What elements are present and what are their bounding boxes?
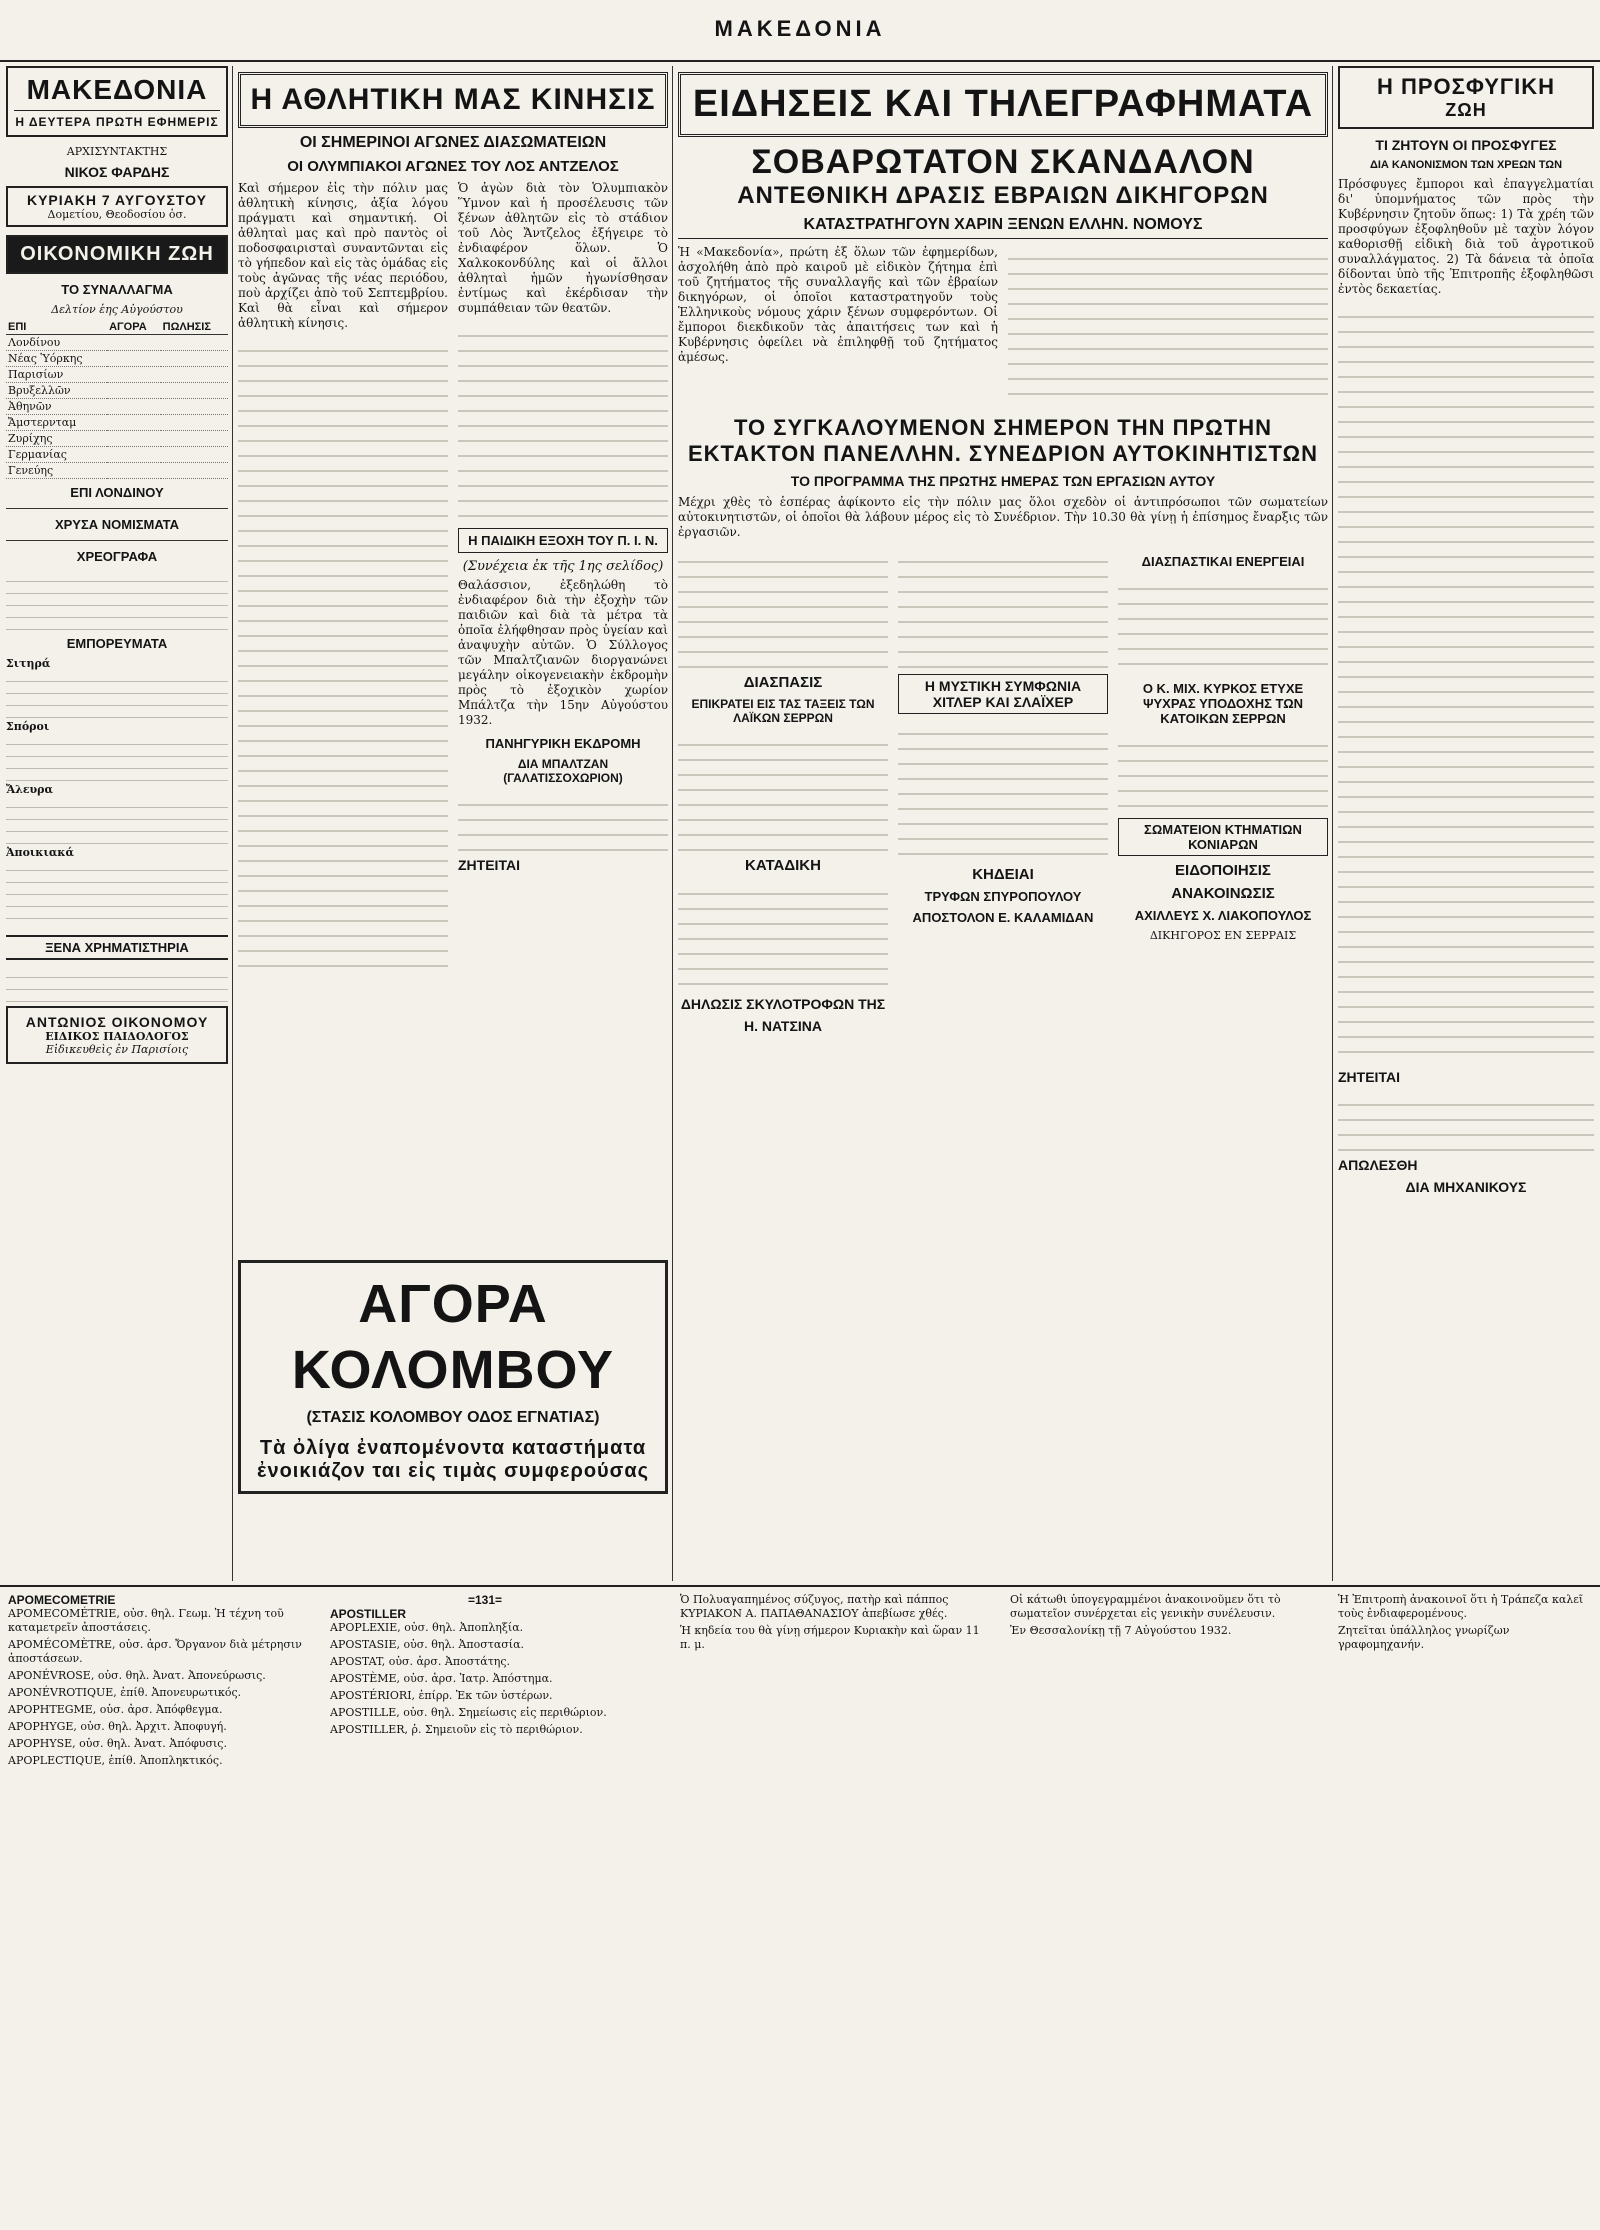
refugee-section	[1338, 66, 1594, 1581]
table-cell	[161, 431, 228, 447]
dict-entry: Ζητεῖται ὑπάλληλος γνωρίζων γραφομηχανήν.	[1338, 1624, 1510, 1651]
refugee-h2: ΖΗΤΕΙΤΑΙ	[1338, 1069, 1400, 1085]
table-row	[6, 431, 228, 447]
news-h5: ΤΟ ΠΡΟΓΡΑΜΜΑ ΤΗΣ ΠΡΩΤΗΣ ΗΜΕΡΑΣ ΤΩΝ ΕΡΓΑΣΙΩΝ ΑΥΤΟΥ	[790, 473, 1216, 489]
table-cell	[161, 415, 228, 431]
table-row	[6, 399, 228, 415]
table-row	[6, 415, 228, 431]
news-column	[898, 720, 1108, 860]
table-cell	[107, 447, 161, 463]
trade-item: Σιτηρά	[6, 657, 51, 670]
table-row	[6, 463, 228, 479]
ad-person: ΑΝΤΩΝΙΟΣ ΟΙΚΟΝΟΜΟΥ	[25, 1014, 209, 1030]
dict-entry: Ἡ Ἐπιτροπὴ ἀνακοινοῖ ὅτι ἡ Τράπεζα καλεῖ τοὺς ἐνδιαφερομένους.	[1338, 1593, 1584, 1620]
dict-entry: APOSTAT, οὐσ. ἀρσ. Ἀποστάτης.	[330, 1655, 511, 1668]
sports-wanted: ΖΗΤΕΙΤΑΙ	[458, 857, 520, 873]
sports-sub3: Η ΠΑΙΔΙΚΗ ΕΞΟΧΗ ΤΟΥ Π. Ι. Ν.	[458, 528, 668, 553]
news-body-cont	[1008, 245, 1328, 405]
table-cell	[161, 399, 228, 415]
table-cell	[107, 335, 161, 351]
date: ΚΥΡΙΑΚΗ 7 ΑΥΓΟΥΣΤΟΥ	[26, 192, 208, 208]
refugee-h1: ΤΙ ΖΗΤΟΥΝ ΟΙ ΠΡΟΣΦΥΓΕΣ	[1375, 137, 1557, 153]
refugee-h4: ΔΙΑ ΜΗΧΑΝΙΚΟΥΣ	[1405, 1179, 1527, 1195]
refugee-banner	[1338, 66, 1594, 129]
dict-column	[1338, 1593, 1593, 1655]
logo-box	[6, 66, 228, 137]
doctor-ad	[6, 1006, 228, 1064]
economy-banner	[6, 235, 228, 274]
trade-item: Σπόροι	[6, 720, 50, 733]
stock-title: ΞΕΝΑ ΧΡΗΜΑΤΙΣΤΗΡΙΑ	[6, 935, 228, 960]
table-header: ΠΩΛΗΣΙΣ	[161, 320, 228, 335]
economy-title: ΟΙΚΟΝΟΜΙΚΗ ΖΩΗ	[20, 243, 214, 265]
news-column	[1118, 732, 1328, 812]
news-h3: ΚΑΤΑΣΤΡΑΤΗΓΟΥΝ ΧΑΡΙΝ ΞΕΝΩΝ ΕΛΛΗΝ. ΝΟΜΟΥΣ	[678, 216, 1328, 239]
dict-entry: Ἐν Θεσσαλονίκῃ τῇ 7 Αὐγούστου 1932.	[1010, 1624, 1232, 1637]
dict-entry: APOSTILLER, ῥ. Σημειοῦν εἰς τὸ περιθώριον.	[330, 1723, 583, 1736]
news-h6: ΔΙΑΣΠΑΣΙΣ	[743, 674, 823, 691]
news-h7: ΚΑΤΑΔΙΚΗ	[745, 857, 821, 874]
news-body2: Μέχρι χθὲς τὸ ἑσπέρας ἀφίκοντο εἰς τὴν πόλιν μας ὅλοι σχεδὸν οἱ ἀντιπρόσωποι τῶν σωματείων αὐτοκινητιστῶν, οἱ ὁποῖοι θὰ λάβουν μέρος εἰς τὸ Συνέδριον. Τὴν 10.30 θὰ γίνῃ ἡ ἐπίσημος ἔναρξις τῶν ἐργασιῶν.	[678, 495, 1328, 539]
table-cell	[161, 351, 228, 367]
logo-subtitle: Η ΔΕΥΤΕΡΑ ΠΡΩΤΗ ΕΦΗΜΕΡΙΣ	[14, 110, 220, 129]
sports-body	[458, 322, 668, 522]
table-cell: Ζυρίχης	[6, 431, 107, 447]
table-cell	[107, 415, 161, 431]
news-h8: ΔΗΛΩΣΙΣ ΣΚΥΛΟΤΡΟΦΩΝ ΤΗΣ	[680, 996, 886, 1012]
table-cell	[107, 399, 161, 415]
news-column	[1118, 575, 1328, 675]
news-column	[678, 731, 888, 851]
dict-entry: APOMÉCOMÈTRE, οὐσ. ἀρσ. Ὄργανον διὰ μέτρησιν ἀποστάσεων.	[8, 1638, 302, 1665]
table-cell	[107, 383, 161, 399]
dict-column	[330, 1593, 640, 1740]
kolombou-text: Τὰ ὀλίγα ἐναπομένοντα καταστήματα ἐνοικιάζον ται εἰς τιμὰς συμφερούσας	[256, 1437, 650, 1482]
table-cell: Νέας Ὑόρκης	[6, 351, 107, 367]
ad-sub: Εἰδικευθεὶς ἐν Παρισίοις	[45, 1043, 189, 1056]
table-cell	[107, 351, 161, 367]
exchange-sub: Δελτίον ἑης Αὐγούστου	[51, 303, 183, 316]
news-h14: ΤΡΥΦΩΝ ΣΠΥΡΟΠΟΥΛΟΥ	[924, 889, 1082, 904]
bonds-listing	[6, 570, 228, 630]
dict-entry: APOPHYSE, οὐσ. θηλ. Ἀνατ. Ἀπόφυσις.	[8, 1737, 227, 1750]
table-cell	[161, 463, 228, 479]
news-banner	[678, 72, 1328, 137]
table-cell	[161, 447, 228, 463]
editor-label: ΑΡΧΙΣΥΝΤΑΚΤΗΣ	[66, 145, 168, 158]
editor-name: ΝΙΚΟΣ ΦΑΡΔΗΣ	[64, 164, 170, 180]
trade-item: Ἄλευρα	[6, 783, 53, 796]
gold-title: ΧΡΥΣΑ ΝΟΜΙΣΜΑΤΑ	[54, 517, 180, 532]
refugee-column	[1338, 303, 1594, 1063]
dict-column	[680, 1593, 990, 1655]
kolombou-title: ΑΓΟΡΑ ΚΟΛΟΜΒΟΥ	[291, 1274, 615, 1400]
table-cell	[161, 335, 228, 351]
ad-role: ΕΙΔΙΚΟΣ ΠΑΙΔΟΛΟΓΟΣ	[45, 1030, 189, 1043]
sports-text-c: Θαλάσσιον, ἐξεδηλώθη τὸ ἐνδιαφέρον διὰ τὴν ἐξοχὴν τῶν παιδιῶν καὶ διὰ τὰ μέτρα τὰ ὁποῖα ἐλήφθησαν πρὸς ὑγείαν καὶ ἀναψυχὴν αὐτῶν. Ὁ Σύλλογος τῶν Μπαλτζιανῶν διοργανώνει μεγάλην οἰκογενειακὴν ἐκδρομὴν πρὸς τὸ ἐξοχικὸν χωρίον Μπάλτζα τὴν 15ην Αὐγούστου 1932.	[458, 578, 668, 727]
date-box	[6, 186, 228, 227]
news-h2: ΑΝΤΕΘΝΙΚΗ ΔΡΑΣΙΣ ΕΒΡΑΙΩΝ ΔΙΚΗΓΟΡΩΝ	[737, 182, 1269, 209]
refugee-h3: ΑΠΩΛΕΣΘΗ	[1338, 1157, 1418, 1173]
dict-entry: Οἱ κάτωθι ὑπογεγραμμένοι ἀνακοινοῦμεν ὅτι τὸ σωματεῖον συνέρχεται εἰς γενικὴν συνέλευσιν.	[1010, 1593, 1281, 1620]
news-h9: Η ΜΥΣΤΙΚΗ ΣΥΜΦΩΝΙΑ ΧΙΤΛΕΡ ΚΑΙ ΣΛΑΪΧΕΡ	[898, 674, 1108, 714]
refugee-title: Η ΠΡΟΣΦΥΓΙΚΗ	[1376, 74, 1556, 99]
table-row	[6, 335, 228, 351]
table-row	[6, 367, 228, 383]
dict-entry: APOSTÈME, οὐσ. ἀρσ. Ἰατρ. Ἀπόστημα.	[330, 1672, 553, 1685]
sports-sub4: ΠΑΝΗΓΥΡΙΚΗ ΕΚΔΡΟΜΗ	[485, 736, 641, 751]
sports-body	[458, 791, 668, 851]
masthead	[0, 0, 1600, 62]
news-h12: ΕΙΔΟΠΟΙΗΣΙΣ	[1175, 862, 1271, 879]
trade-title: ΕΜΠΟΡΕΥΜΑΤΑ	[66, 636, 168, 651]
refugee-body: Πρόσφυγες ἔμποροι καὶ ἐπαγγελματίαι δι' ὑπομνήματος τῶν πρὸς τὴν Κυβέρνησιν ζητοῦν ὅπως: 1) Τὰ χρέη τῶν προσφύγων ἐξοφληθοῦν μὲ ταχὺν λόγον καθορισθῇ εἰδικὴ διὰ τοῦ ἀγροτικοῦ συναλλάγματος. 2) Τὰ δάνεια τὰ ὁποῖα δίδονται ὑπὸ τῆς Ἐπιτροπῆς ἐξοφληθῶσι ἐντὸς δεκαετίας.	[1338, 177, 1594, 296]
page-number: =131=	[467, 1593, 503, 1607]
refugee-title2: ΖΩΗ	[1445, 100, 1487, 120]
exchange-table	[6, 320, 228, 479]
dict-entry: Ἡ κηδεία του θὰ γίνῃ σήμερον Κυριακὴν καὶ ὥραν 11 π. μ.	[680, 1624, 980, 1651]
left-column	[6, 66, 228, 1576]
table-cell: Γενεύης	[6, 463, 107, 479]
stock-listing	[6, 966, 228, 1006]
dict-head-left: APOMECOMETRIE	[8, 1593, 116, 1607]
news-h6b: ΕΠΙΚΡΑΤΕΙ ΕΙΣ ΤΑΣ ΤΑΞΕΙΣ ΤΩΝ ΛΑΪΚΩΝ ΣΕΡΡΩΝ	[691, 697, 875, 725]
dict-entry: APOPLEXIE, οὐσ. θηλ. Ἀποπληξία.	[330, 1621, 524, 1634]
refugee-column	[1338, 1091, 1594, 1151]
dict-entry: APOMECOMÉTRIE, οὐσ. θηλ. Γεωμ. Ἡ τέχνη τοῦ καταμετρεῖν ἀποστάσεις.	[8, 1607, 284, 1634]
sports-text-a: Καὶ σήμερον ἐἰς τὴν πόλιν μας ἀθλητικὴ κίνησις, ἀξία λόγου πράγματι καὶ σημαντική. Οἱ ἀθληταὶ μας καὶ πρὸ παντὸς οἱ ποδοσφαιρισταὶ συναντῶνται εἰς τὸ γήπεδον καὶ εἰς τὰς ὁμάδας εἰς τοὺς ἀγῶνας τῆς νέας περιόδου, ποὺ ἀρχίζει ἀπὸ τοῦ Σεπτεμβρίου. Καὶ θὰ εἶναι καὶ σήμερον ἀθλητικὴ κίνησις.	[238, 181, 448, 330]
dict-entry: APONÉVROTIQUE, ἐπίθ. Ἀπονευρωτικός.	[8, 1686, 242, 1699]
table-header: ΕΠΙ	[6, 320, 107, 335]
news-h8b: Η. ΝΑΤΣΙΝΑ	[743, 1018, 822, 1034]
masthead-title: ΜΑΚΕΔΟΝΙΑ	[714, 16, 886, 41]
news-h4: ΤΟ ΣΥΓΚΑΛΟΥΜΕΝΟΝ ΣΗΜΕΡΟΝ ΤΗΝ ΠΡΩΤΗΝ ΕΚΤΑΚΤΟΝ ΠΑΝΕΛΛΗΝ. ΣΥΝΕΔΡΙΟΝ ΑΥΤΟΚΙΝΗΤΙΣΤΩΝ	[687, 415, 1319, 466]
news-section	[678, 66, 1328, 1581]
table-cell: Γερμανίας	[6, 447, 107, 463]
news-h18b: ΔΙΚΗΓΟΡΟΣ ΕΝ ΣΕΡΡΑΙΣ	[1149, 929, 1297, 942]
sports-body	[238, 337, 448, 977]
dict-entry: APOSTASIE, οὐσ. θηλ. Ἀποστασία.	[330, 1638, 525, 1651]
news-column	[678, 548, 888, 668]
news-h18: ΑΧΙΛΛΕΥΣ Χ. ΛΙΑΚΟΠΟΥΛΟΣ	[1134, 908, 1312, 923]
sports-banner	[238, 72, 668, 128]
table-cell	[107, 463, 161, 479]
dict-column	[1010, 1593, 1320, 1641]
sports-text-b: Ὁ ἀγὼν διὰ τὸν Ὁλυμπιακὸν Ὕμνον καὶ ἡ προσέλευσις τῶν ξένων ἀθλητῶν εἰς τὸ στάδιον τοῦ Λὸς Ἄντζελος ἐξήγειρε τὸ ἐνδιαφέρον ὅλων. Ὁ Χαλκοκονδύλης καὶ οἱ ἄλλοι ἀθληταὶ ἡμῶν ἠγωνίσθησαν ἐντίμως καὶ ἐκέρδισαν τὴν συμπάθειαν τῶν θεατῶν.	[458, 181, 668, 315]
dictionary-strip	[0, 1585, 1600, 2227]
news-h17: ΔΙΑΣΠΑΣΤΙΚΑΙ ΕΝΕΡΓΕΙΑΙ	[1141, 554, 1305, 569]
table-cell	[161, 367, 228, 383]
logo-title: ΜΑΚΕΔΟΝΙΑ	[26, 74, 208, 105]
table-cell	[107, 431, 161, 447]
news-title: ΕΙΔΗΣΕΙΣ ΚΑΙ ΤΗΛΕΓΡΑΦΗΜΑΤΑ	[692, 83, 1314, 125]
news-h1: ΣΟΒΑΡΩΤΑΤΟΝ ΣΚΑΝΔΑΛΟΝ	[751, 143, 1255, 181]
trade-listing	[6, 670, 228, 720]
bonds-title: ΧΡΕΟΓΡΑΦΑ	[76, 549, 158, 564]
refugee-h1b: ΔΙΑ ΚΑΝΟΝΙΣΜΟΝ ΤΩΝ ΧΡΕΩΝ ΤΩΝ	[1369, 159, 1563, 171]
table-row	[6, 383, 228, 399]
table-cell: Παρισίων	[6, 367, 107, 383]
news-column	[898, 548, 1108, 668]
table-cell: Ἄμστερνταμ	[6, 415, 107, 431]
saint-day: Δομετίου, Θεοδοσίου ὁσ.	[47, 208, 187, 221]
kolombou-ad	[238, 1250, 668, 1550]
table-cell: Λονδίνου	[6, 335, 107, 351]
kolombou-box	[238, 1260, 668, 1494]
news-h15: ΑΠΟΣΤΟΛΟΝ Ε. ΚΑΛΑΜΙΔΑΝ	[912, 910, 1094, 925]
trade-listing	[6, 796, 228, 846]
sports-title: Η ΑΘΛΗΤΙΚΗ ΜΑΣ ΚΙΝΗΣΙΣ	[250, 83, 656, 116]
table-row	[6, 351, 228, 367]
trade-item: Ἀποικιακά	[6, 846, 74, 859]
kolombou-sub: (ΣΤΑΣΙΣ ΚΟΛΟΜΒΟΥ ΟΔΟΣ ΕΓΝΑΤΙΑΣ)	[306, 1409, 600, 1426]
london-title: ΕΠΙ ΛΟΝΔΙΝΟΥ	[70, 485, 164, 500]
sports-section	[238, 66, 668, 1241]
news-body: Ἡ «Μακεδονία», πρώτη ἐξ ὅλων τῶν ἐφημερίδων, ἀσχολήθη ἀπὸ πρὸ καιροῦ μὲ εἰδικὸν ζήτημα ἐπὶ τοῦ ζητήματος τῆς συναλλαγῆς καὶ τῶν ἐβραίων δικηγόρων, οἱ ὁποῖοι καταστρατηγοῦν τοὺς Ἑλληνικοὺς νόμους χάριν ξένων συμφερόντων. Οἱ ἔμποροι διεκδικοῦν τὰς ἀπαιτήσεις των καὶ ἡ Κυβέρνησις ὀφείλει νὰ ἐπιληφθῇ τοῦ ζητήματος ἀμέσως.	[678, 245, 998, 364]
sports-sub3-note: (Συνέχεια ἐκ τῆς 1ης σελίδος)	[462, 559, 664, 574]
dict-entry: APOPLECTIQUE, ἐπίθ. Ἀποπληκτικός.	[8, 1754, 223, 1767]
dict-entry: APOPHYGE, οὐσ. θηλ. Ἀρχιτ. Ἀποφυγή.	[8, 1720, 227, 1733]
trade-listing	[6, 859, 228, 929]
table-cell: Βρυξελλῶν	[6, 383, 107, 399]
table-row	[6, 447, 228, 463]
news-column	[678, 880, 888, 990]
table-cell	[161, 383, 228, 399]
sports-sub2: ΟΙ ΟΛΥΜΠΙΑΚΟΙ ΑΓΩΝΕΣ ΤΟΥ ΛΟΣ ΑΝΤΖΕΛΟΣ	[287, 158, 619, 175]
dict-column	[8, 1593, 318, 1771]
exchange-title: ΤΟ ΣΥΝΑΛΛΑΓΜΑ	[61, 282, 173, 297]
table-header: ΑΓΟΡΑ	[107, 320, 161, 335]
table-cell	[107, 367, 161, 383]
news-h10: ΚΗΔΕΙΑΙ	[972, 866, 1034, 883]
dict-entry: Ὁ Πολυαγαπημένος σύζυγος, πατὴρ καὶ πάππος ΚΥΡΙΑΚΟΝ Α. ΠΑΠΑΘΑΝΑΣΙΟΥ ἀπεβίωσε χθές.	[680, 1593, 949, 1620]
trade-listing	[6, 733, 228, 783]
news-h16: Ο Κ. ΜΙΧ. ΚΥΡΚΟΣ ΕΤΥΧΕ ΨΥΧΡΑΣ ΥΠΟΔΟΧΗΣ ΤΩΝ ΚΑΤΟΙΚΩΝ ΣΕΡΡΩΝ	[1142, 681, 1304, 726]
dict-entry: APONÉVROSE, οὐσ. θηλ. Ἀνατ. Ἀπονεύρωσις.	[8, 1669, 266, 1682]
sports-sub1: ΟΙ ΣΗΜΕΡΙΝΟΙ ΑΓΩΝΕΣ ΔΙΑΣΩΜΑΤΕΙΩΝ	[299, 134, 607, 151]
table-cell: Ἀθηνῶν	[6, 399, 107, 415]
dict-entry: APOSTÉRIORI, ἐπίρρ. Ἐκ τῶν ὑστέρων.	[330, 1689, 553, 1702]
dict-entry: APOPHTEGME, οὐσ. ἀρσ. Ἀπόφθεγμα.	[8, 1703, 223, 1716]
news-h11: ΣΩΜΑΤΕΙΟΝ ΚΤΗΜΑΤΙΩΝ ΚΟΝΙΑΡΩΝ	[1118, 818, 1328, 856]
dict-entry: APOSTILLE, οὐσ. θηλ. Σημείωσις εἰς περιθώριον.	[330, 1706, 607, 1719]
dict-head-mid: APOSTILLER	[330, 1607, 407, 1621]
sports-sub4-place: ΔΙΑ ΜΠΑΛΤΖΑΝ (ΓΑΛΑΤΙΣΣΟΧΩΡΙΟΝ)	[503, 757, 623, 785]
news-h13: ΑΝΑΚΟΙΝΩΣΙΣ	[1171, 885, 1275, 902]
